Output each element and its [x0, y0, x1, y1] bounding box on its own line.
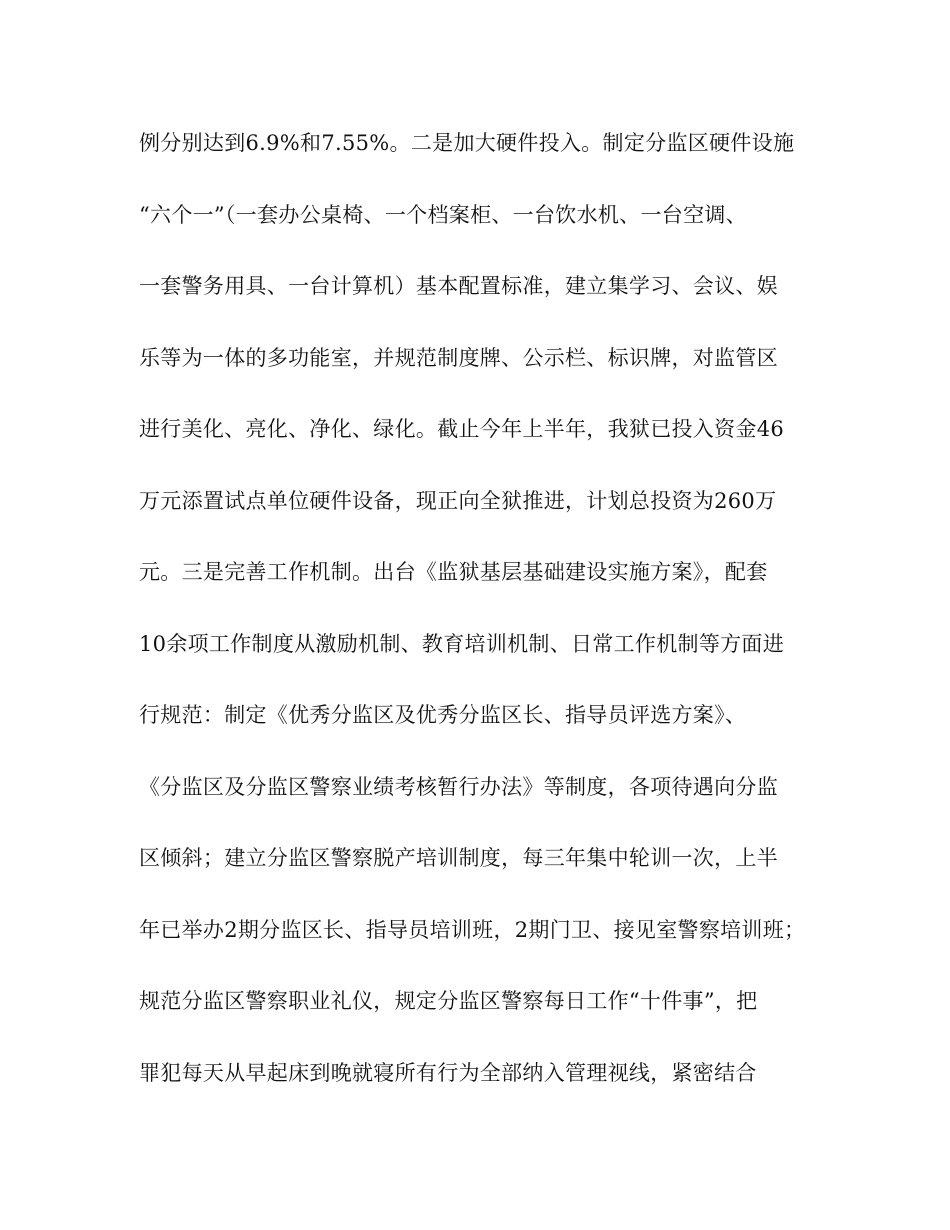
- text-line: 年已举办2期分监区长、指导员培训班，2期门卫、接见室警察培训班；: [139, 917, 806, 942]
- text-line: 10余项工作制度从激励机制、教育培训机制、日常工作机制等方面进: [139, 631, 785, 656]
- text-line: 规范分监区警察职业礼仪，规定分监区警察每日工作“十件事”，把: [139, 989, 758, 1013]
- text-line: 万元添置试点单位硬件设备，现正向全狱推进，计划总投资为260万: [139, 488, 777, 513]
- text-line: 区倾斜；建立分监区警察脱产培训制度，每三年集中轮训一次，上半: [139, 846, 778, 870]
- text-line: 行规范：制定《优秀分监区及优秀分监区长、指导员评选方案》、: [139, 703, 747, 727]
- body-text: [139, 121, 829, 1122]
- text-line: 元。三是完善工作机制。出台《监狱基层基础建设实施方案》，配套: [139, 560, 768, 584]
- text-line: 《分监区及分监区警察业绩考核暂行办法》等制度，各项待遇向分监: [139, 774, 778, 799]
- text-line: 进行美化、亮化、净化、绿化。截止今年上半年，我狱已投入资金46: [139, 417, 785, 441]
- text-line: 例分别达到6.9%和7.55%。二是加大硬件投入。制定分监区硬件设施: [139, 131, 795, 155]
- text-line: 一套警务用具、一台计算机）基本配置标准，建立集学习、会议、娱: [139, 274, 778, 298]
- text-line: 乐等为一体的多功能室，并规范制度牌、公示栏、标识牌，对监管区: [139, 345, 778, 370]
- text-line: “六个一”（一套办公桌椅、一个档案柜、一台饮水机、一台空调、: [139, 202, 747, 227]
- text-line: 罪犯每天从早起床到晚就寝所有行为全部纳入管理视线，紧密结合: [139, 1060, 757, 1085]
